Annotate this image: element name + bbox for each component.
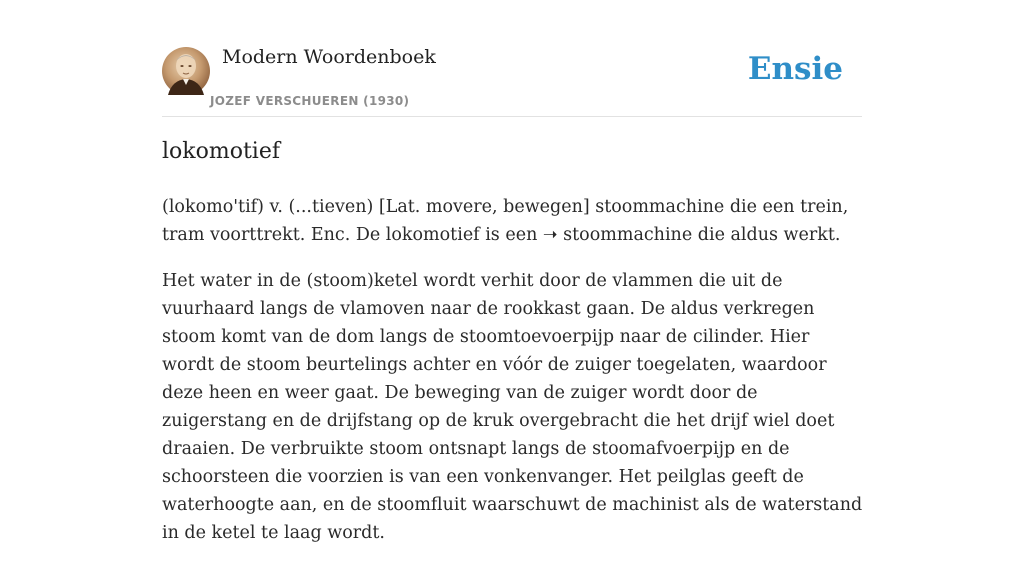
reference-arrow-icon: ➝ bbox=[542, 225, 558, 245]
definition-text-end: die aldus werkt. bbox=[697, 225, 841, 245]
entry-content bbox=[162, 193, 864, 565]
dictionary-header bbox=[162, 44, 862, 117]
definition-paragraph bbox=[162, 193, 864, 249]
brand-logo-link[interactable]: Ensie bbox=[747, 51, 843, 87]
book-title[interactable]: Modern Woordenboek bbox=[222, 46, 436, 68]
author-portrait-icon bbox=[162, 47, 210, 95]
author-avatar bbox=[162, 47, 210, 95]
entry-title: lokomotief bbox=[162, 139, 281, 164]
encyclopedia-paragraph: Het water in de (stoom)ketel wordt verhit door de vlammen die uit de vuurhaard langs de vlamoven naar de rookkast gaan. De aldus verkregen stoom komt van de dom langs de stoomtoevoerpijp naar de cilinder. Hier wordt de stoom beurtelings achter en vóór de zuiger toegelaten, waardoor deze heen en weer gaat. De beweging van de zuiger wordt door de zuigerstang en de drijfstang op de kruk overgebracht die het drijf wiel doet draaien. De verbruikte stoom ontsnapt langs de stoomafvoerpijp en de schoorsteen die voorzien is van een vonkenvanger. Het peilglas geeft de waterhoogte aan, en de stoomfluit waarschuwt de machinist als de waterstand in de ketel te laag wordt. bbox=[162, 271, 863, 543]
author-name: JOZEF VERSCHUEREN (1930) bbox=[210, 94, 410, 108]
definition-text-start: (lokomo'tif) v. (...tieven) [Lat. movere, bewegen] stoommachine die een trein, tram voorttrekt. Enc. De lokomotief is een bbox=[162, 197, 849, 245]
reference-link[interactable]: stoommachine bbox=[563, 225, 693, 245]
